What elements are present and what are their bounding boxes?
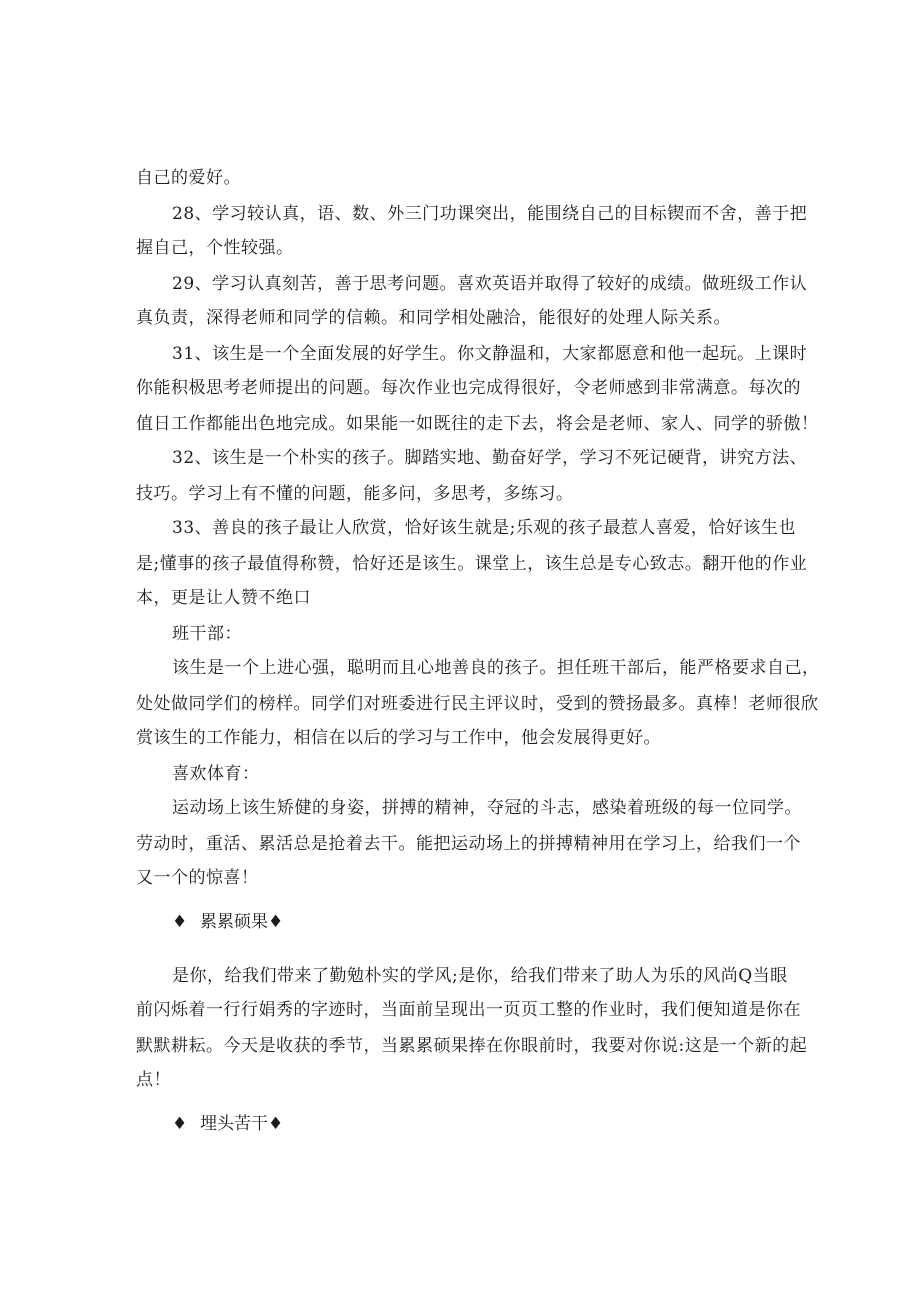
text-line: 29、学习认真刻苦，善于思考问题。喜欢英语并取得了较好的成绩。做班级工作认 — [172, 274, 808, 294]
bullet-heading — [172, 910, 283, 934]
text-line: 33、善良的孩子最让人欣赏，恰好该生就是;乐观的孩子最惹人喜爱，恰好该生也 — [172, 518, 796, 538]
text-line: 技巧。学习上有不懂的问题，能多问，多思考，多练习。 — [136, 484, 574, 504]
text-line: 28、学习较认真，语、数、外三门功课突出，能围绕自己的目标锲而不舍，善于把 — [172, 204, 808, 224]
section-heading: 喜欢体育： — [172, 764, 260, 784]
text-line: 运动场上该生矫健的身姿，拼搏的精神，夺冠的斗志，感染着班级的每一位同学。 — [172, 798, 802, 818]
text-line: 本，更是让人赞不绝口 — [136, 588, 311, 608]
diamond-icon: ♦ — [172, 912, 188, 932]
text-line: 点！ — [136, 1070, 171, 1090]
text-line: 31、该生是一个全面发展的好学生。你文静温和，大家都愿意和他一起玩。上课时 — [172, 344, 808, 364]
bullet-heading-label: 累累硕果♦ — [200, 912, 284, 932]
section-heading: 班干部： — [172, 624, 242, 644]
text-line: 劳动时，重活、累活总是抢着去干。能把运动场上的拼搏精神用在学习上，给我们一个 — [136, 834, 801, 854]
text-line: 是;懂事的孩子最值得称赞，恰好还是该生。课堂上，该生总是专心致志。翻开他的作业 — [136, 554, 808, 574]
text-line: 赏该生的工作能力，相信在以后的学习与工作中，他会发展得更好。 — [136, 728, 661, 748]
text-line: 默默耕耘。今天是收获的季节，当累累硕果捧在你眼前时，我要对你说:这是一个新的起 — [136, 1036, 808, 1056]
bullet-heading — [172, 1112, 283, 1136]
text-line: 处处做同学们的榜样。同学们对班委进行民主评议时，受到的赞扬最多。真棒！老师很欣 — [136, 694, 819, 714]
bullet-heading-label: 埋头苦干♦ — [200, 1114, 284, 1134]
diamond-icon: ♦ — [172, 1114, 188, 1134]
text-line: 该生是一个上进心强，聪明而且心地善良的孩子。担任班干部后，能严格要求自己， — [172, 658, 820, 678]
text-line: 值日工作都能出色地完成。如果能一如既往的走下去，将会是老师、家人、同学的骄傲！ — [136, 414, 819, 434]
text-line: 32、该生是一个朴实的孩子。脚踏实地、勤奋好学，学习不死记硬背，讲究方法、 — [172, 448, 808, 468]
text-line: 握自己，个性较强。 — [136, 238, 294, 258]
text-line: 是你，给我们带来了勤勉朴实的学风;是你，给我们带来了助人为乐的风尚Q当眼 — [172, 966, 788, 986]
text-line: 真负责，深得老师和同学的信赖。和同学相处融洽，能很好的处理人际关系。 — [136, 308, 731, 328]
text-line: 自己的爱好。 — [136, 168, 241, 188]
text-line: 你能积极思考老师提出的问题。每次作业也完成得很好，令老师感到非常满意。每次的 — [136, 378, 801, 398]
text-line: 前闪烁着一行行娟秀的字迹时，当面前呈现出一页页工整的作业时，我们便知道是你在 — [136, 1000, 801, 1020]
text-line: 又一个的惊喜！ — [136, 868, 259, 888]
